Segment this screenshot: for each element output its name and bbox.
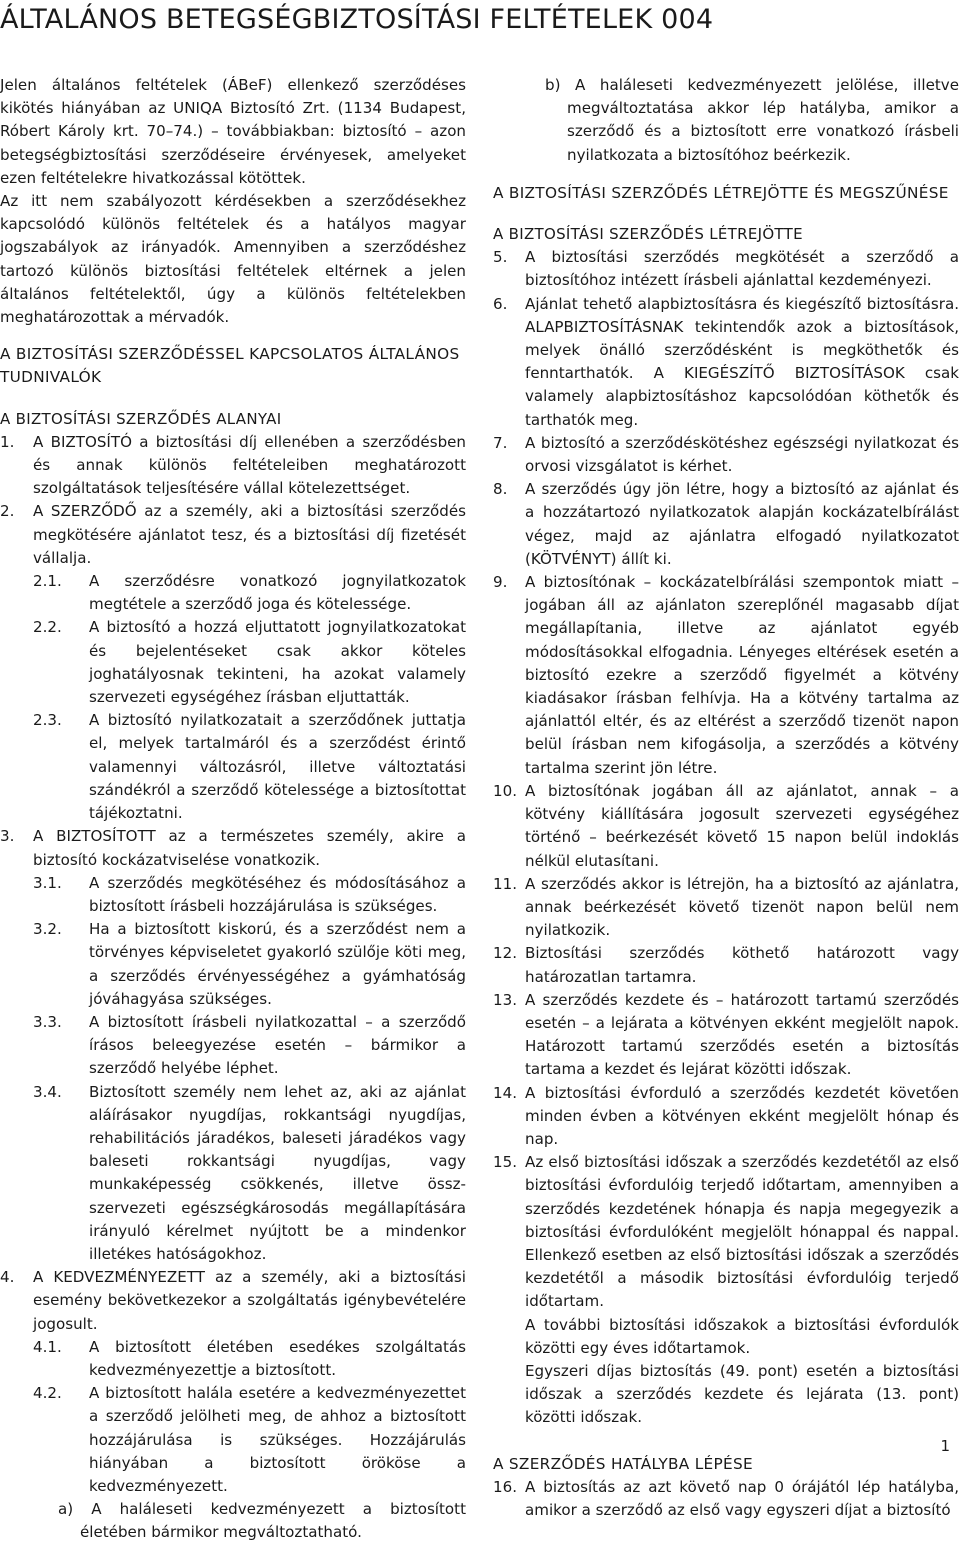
item-text: Ha a biztosított kiskorú, és a szerződést nem a törvényes képviseletet gyakorló szülője köti meg, a szerződés érvényességéhez a gyámhatóság jóváhagyása szükséges. xyxy=(89,920,466,1008)
list-item xyxy=(493,942,959,988)
right-column xyxy=(493,74,959,1522)
item-text: A biztosítási évforduló a szerződés kezdetét követően minden évben a kötvényen ekként megjelölt hónap és nap. xyxy=(525,1083,959,1148)
item-text: Az első biztosítási időszak a szerződés kezdetétől az első biztosítási évfordulóig terjedő időtartam, amennyiben a szerződés kezdetének hónapja és napja megegyezik a biztosítási évfordulóként megjelölt hónappal és nappal. Ellenkező esetben az első biztosítási időszak a szerződés kezdetétől a második biztosítási évfordulóig terjedő időtartam. xyxy=(525,1153,959,1311)
subsection-heading-formation: A BIZTOSÍTÁSI SZERZŐDÉS LÉTREJÖTTE xyxy=(493,225,803,244)
item-number: 11. xyxy=(493,874,518,893)
list-item xyxy=(493,1476,959,1522)
item-number: 2.2. xyxy=(33,618,62,637)
item-text: A szerződés megkötéséhez és módosításához a biztosított írásbeli hozzájárulása is szükséges. xyxy=(89,873,466,915)
list-item xyxy=(0,825,466,871)
item-text: A szerződésre vonatkozó jognyilatkozatok megtétele a szerződő joga és kötelessége. xyxy=(89,572,466,614)
item-text: A szerződés kezdete és – határozott tartamú szerződés esetén – a lejárata a kötvényen ekként megjelölt napok. Határozott tartamú szerződés esetén a biztosítás tartama a kezdet és lejárat közötti időszak. xyxy=(525,990,959,1079)
list-item xyxy=(0,500,466,570)
item-number: 3.1. xyxy=(33,873,62,892)
item-text: A szerződés akkor is létrejön, ha a biztosító az ajánlatra, annak beérkezését követő tizenöt napon belül nem nyilatkozik. xyxy=(525,874,959,940)
sub-clause-b: b) A haláleseti kedvezményezett jelölése, illetve megváltoztatása akkor lép hatályba, amikor a szerződő és a biztosított erre vonatkozó írásbeli nyilatkozata a biztosítóhoz beérkezik. xyxy=(545,76,959,164)
item-number: 3.4. xyxy=(33,1082,62,1101)
item-number: 7. xyxy=(493,433,508,452)
item-text: A biztosító a hozzá eljuttatott jognyilatkozatokat és bejelentéseket csak akkor köteles joghatályosnak tekinteni, ha azokat valamely szervezeti egységéhez írásban eljuttatták. xyxy=(89,618,466,707)
continuation-paragraph-1: A további biztosítási időszakok a biztosítási évfordulók közötti egy éves időtartamok. xyxy=(525,1315,959,1357)
list-item xyxy=(493,293,959,432)
document-title: ÁLTALÁNOS BETEGSÉGBIZTOSÍTÁSI FELTÉTELEK 004 xyxy=(0,4,714,35)
item-text: A biztosított halála esetére a kedvezményezettet a szerződő jelölheti meg, de ahhoz a biztosított hozzájárulása is szükséges. Hozzájárulás hiányában a biztosított örököse a kedvezményezett. xyxy=(89,1384,466,1495)
item-number: 3.3. xyxy=(33,1012,62,1031)
list-item xyxy=(493,989,959,1082)
list-item xyxy=(0,1011,466,1081)
item-text: Biztosítási szerződés köthető határozott vagy határozatlan tartamra. xyxy=(525,944,959,986)
item-number: 4.2. xyxy=(33,1384,62,1403)
list-item xyxy=(0,616,466,709)
item-text: A BIZTOSÍTOTT az a természetes személy, akire a biztosító kockázatviselése vonatkozik. xyxy=(33,827,466,869)
item-number: 13. xyxy=(493,990,518,1009)
item-text: A biztosító a szerződéskötéshez egészségi nyilatkozat és orvosi vizsgálatot is kérhet. xyxy=(525,433,959,476)
list-item xyxy=(0,1382,466,1498)
item-text: A biztosítás az azt követő nap 0 órájától lép hatályba, amikor a szerződő az első vagy egyszeri díjat a biztosító xyxy=(525,1477,959,1519)
intro-paragraph-2: Az itt nem szabályozott kérdésekben a szerződésekhez kapcsolódó különös feltételek és a hatályos magyar jogszabályok az irányadók. Amennyiben a szerződéshez tartozó különös biztosítási feltételek eltérnek a jelen általános feltételektől, úgy a különös feltételekben meghatározottak a mérvadók. xyxy=(0,192,466,327)
list-item xyxy=(493,780,959,873)
left-item-list xyxy=(0,431,466,1498)
list-item xyxy=(493,478,959,571)
item-text: A biztosítási szerződés megkötését a szerződő a biztosítóhoz intézett írásbeli ajánlattal kezdeményezi. xyxy=(525,248,959,290)
item-number: 5. xyxy=(493,248,508,267)
section-heading-general: A BIZTOSÍTÁSI SZERZŐDÉSSEL KAPCSOLATOS ÁLTALÁNOS TUDNIVALÓK xyxy=(0,345,460,387)
page-number: 1 xyxy=(940,1437,950,1455)
item-text: A biztosítónak – kockázatelbírálási szempontok miatt – jogában áll az ajánlaton szereplőnél magasabb díjat megállapítania, illetve az ajánlatot egyéb módosításokkal elfogadnia. Lényeges eltérések esetén a biztosító ezekre a szerződő figyelmét a kötvény kiadásakor írásban felhívja. Ha a kötvény tartalma az ajánlattól eltér, és az eltérést a szerződő tizenöt napon belül írásban nem kifogásolja, a szerződés a kötvény tartalma szerint jön létre. xyxy=(525,573,959,777)
section-heading-formation: A BIZTOSÍTÁSI SZERZŐDÉS LÉTREJÖTTE ÉS MEGSZŰNÉSE xyxy=(493,183,949,202)
item-number: 16. xyxy=(493,1477,518,1496)
list-item xyxy=(493,873,959,943)
list-item xyxy=(0,1266,466,1336)
item-number: 8. xyxy=(493,480,508,499)
list-item xyxy=(0,1336,466,1382)
item-number: 9. xyxy=(493,573,508,592)
item-text: A biztosított írásbeli nyilatkozattal – a szerződő írásos beleegyezése esetén – bármikor a szerződő helyébe léphet. xyxy=(89,1012,466,1078)
section-heading-effect: A SZERZŐDÉS HATÁLYBA LÉPÉSE xyxy=(493,1454,753,1473)
item-text: A BIZTOSÍTÓ a biztosítási díj ellenében a szerződésben és annak különös feltételeiben meghatározott szolgáltatások teljesítésére vállal kötelezettséget. xyxy=(33,432,466,498)
list-item xyxy=(0,872,466,918)
list-item xyxy=(0,1081,466,1267)
item-number: 10. xyxy=(493,781,518,800)
list-item xyxy=(493,246,959,292)
item-text: A biztosítónak jogában áll az ajánlatot, annak – a kötvény kiállítására jogosult szervezeti egységéhez történő – beérkezését követő 15 napon belül indoklás nélkül elutasítani. xyxy=(525,781,959,870)
item-number: 15. xyxy=(493,1153,518,1172)
left-column xyxy=(0,74,466,1545)
item-text: Ajánlat tehető alapbiztosításra és kiegészítő biztosításra. ALAPBIZTOSÍTÁSNAK tekintendők azok a biztosítások, melyek önálló szerződésként is megköthetők és fenntarthatók. A KIEGÉSZÍTŐ BIZTOSÍTÁSOK csak valamely alapbiztosításhoz kapcsolódóan köthetők és tarthatók meg. xyxy=(525,294,959,429)
intro-paragraph-1: Jelen általános feltételek (ÁBeF) ellenkező szerződéses kikötés hiányában az UNIQA Biztosító Zrt. (1134 Budapest, Róbert Károly krt. 70–74.) – továbbiakban: biztosító – azon betegségbiztosítási szerződéseire érvényesek, amelyeket ezen feltételekre hivatkozással kötöttek. xyxy=(0,76,466,187)
item-number: 12. xyxy=(493,944,518,963)
item-number: 1. xyxy=(0,432,15,451)
item-text: A biztosított életében esedékes szolgáltatás kedvezményezettje a biztosított. xyxy=(89,1337,466,1379)
sub-clause-a: a) A haláleseti kedvezményezett a biztosított életében bármikor megváltoztatható. xyxy=(58,1500,466,1542)
item-text: A biztosító nyilatkozatait a szerződőnek juttatja el, melyek tartalmáról és a szerződést érintő valamennyi változásról, illetve változtatási szándékról a szerződő kötelessége a biztosítottat tájékoztatni. xyxy=(89,711,466,823)
list-item xyxy=(493,432,959,478)
item-text: A KEDVEZMÉNYEZETT az a személy, aki a biztosítási esemény bekövetkezekor a szolgáltatás igénybevételére jogosult. xyxy=(33,1268,466,1333)
list-item xyxy=(493,1151,959,1313)
item-number: 4. xyxy=(0,1268,15,1287)
item-number: 2.1. xyxy=(33,572,62,591)
continuation-paragraph-2: Egyszeri díjas biztosítás (49. pont) esetén a biztosítási időszak a szerződés kezdete és lejárata (13. pont) közötti időszak. xyxy=(525,1361,959,1427)
item-number: 2. xyxy=(0,502,15,521)
item-number: 6. xyxy=(493,294,508,313)
list-item xyxy=(493,571,959,780)
item-number: 3. xyxy=(0,827,15,846)
item-number: 14. xyxy=(493,1083,518,1102)
subsection-heading-parties: A BIZTOSÍTÁSI SZERZŐDÉS ALANYAI xyxy=(0,409,282,428)
item-number: 2.3. xyxy=(33,711,62,730)
item-number: 4.1. xyxy=(33,1337,62,1356)
item-text: Biztosított személy nem lehet az, aki az ajánlat aláírásakor nyugdíjas, rokkantsági nyugdíjas, rehabilitációs járadékos, baleseti járadékos vagy baleseti rokkantsági nyugdíjas, vagy munkaképesség csökkenés, illetve össz-szervezeti egészségkárosodás megállapítására irányuló kérelmet nyújtott be a mindenkor illetékes hatóságokhoz. xyxy=(89,1082,466,1263)
item-text: A SZERZŐDŐ az a személy, aki a biztosítási szerződés megkötésére ajánlatot tesz, és a biztosítási díj fizetését vállalja. xyxy=(33,502,466,567)
item-text: A szerződés úgy jön létre, hogy a biztosító az ajánlat és a hozzátartozó nyilatkozatok alapján kockázatelbírálást végez, majd az ajánlatra elfogadó nyilatkozatot (KÖTVÉNYT) állít ki. xyxy=(525,480,959,568)
list-item xyxy=(493,1082,959,1152)
right-item-list xyxy=(493,246,959,1313)
list-item xyxy=(0,918,466,1011)
list-item xyxy=(0,709,466,825)
list-item xyxy=(0,570,466,616)
list-item xyxy=(0,431,466,501)
item-number: 3.2. xyxy=(33,920,62,939)
